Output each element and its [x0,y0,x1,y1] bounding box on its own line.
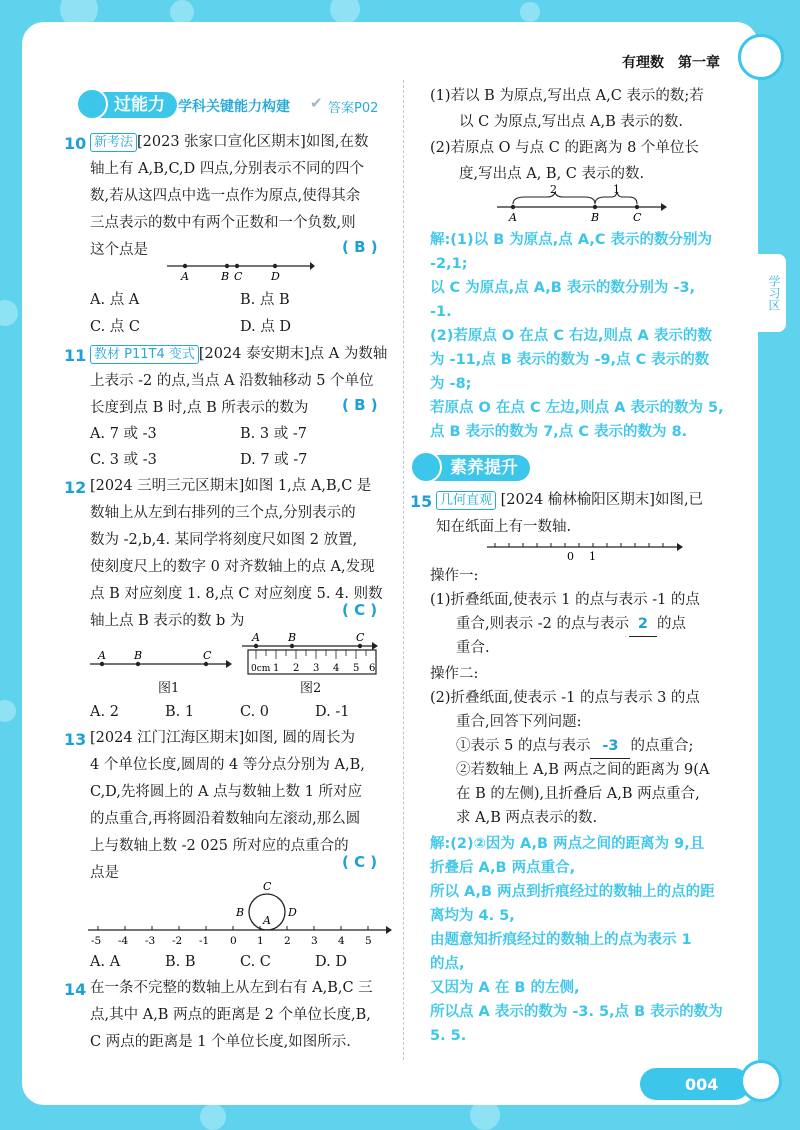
solution-line: 解:(2)②因为 A,B 两点之间的距离为 9,且 [430,836,705,852]
question-number: 12 [64,478,87,497]
solution-line: 若原点 O 在点 C 左边,则点 A 表示的数为 5, [430,400,724,416]
tick-label: -5 [91,935,102,947]
question-text: 重合,则表示 -2 的点与表示 2 的点 [456,612,686,637]
column-divider [403,80,404,1060]
question-text: [2024 三明三元区期末]如图 1,点 A,B,C 是 [90,478,372,494]
question-text: 几何直观 [2024 榆林榆阳区期末]如图,已 [436,488,703,512]
option: D. 点 D [240,319,292,335]
ruler-tick: 6 [369,663,376,674]
ruler-tick: 1 [273,663,280,674]
circle-label: D [288,906,297,919]
option: D. 7 或 -7 [240,452,308,468]
option: B. 1 [165,704,195,720]
question-text: 重合. [456,640,490,656]
solution-line: -1. [430,304,452,320]
solution-line: 所以点 A 表示的数为 -3. 5,点 B 表示的数为 [430,1004,723,1020]
option: D. -1 [315,704,350,720]
question-text: 求 A,B 两点表示的数. [456,810,598,826]
option: C. 点 C [90,319,140,335]
option: A. A [90,954,121,970]
question-text: 点,其中 A,B 两点的距离是 2 个单位长度,B, [90,1007,371,1023]
section-subtitle: 学科关键能力构建 [178,99,290,115]
option: B. 3 或 -7 [240,426,307,442]
solution-line: 为 -8; [430,376,472,392]
circle-label: B [236,906,245,919]
question-text: ②若数轴上 A,B 两点之间的距离为 9(A [456,762,710,778]
answer-ref: 答案P02 [328,101,379,116]
solution-line: 的点, [430,956,465,972]
circle-number-line-figure [86,878,396,950]
question-text: 轴上有 A,B,C,D 四点,分别表示不同的四个 [90,161,364,177]
answer-choice: ( B ) [342,238,378,256]
question-number: 10 [64,134,87,153]
mascot-icon [410,451,442,483]
tick-label: -3 [145,935,156,947]
question-text: 上与数轴上数 -2 025 所对应的点重合的 [90,838,349,854]
decor-bubble [200,1104,226,1130]
question-text: 的点重合,再将圆沿着数轴向左滚动,那么圆 [90,811,361,827]
question-text: 数为 -2,b,4. 某同学将刻度尺如图 2 放置, [90,532,358,548]
option: D. D [315,954,347,970]
brace-number-line-figure [495,182,670,224]
question-text: 教材 P11T4 变式 [2024 泰安期末]点 A 为数轴 [90,342,387,366]
tick-label: 4 [338,935,345,947]
answer-choice: ( C ) [342,853,378,871]
section-title: 素养提升 [420,455,530,481]
option: A. 点 A [90,292,140,308]
solution-line: 折叠后 A,B 两点重合, [430,860,576,876]
side-tab: 学习区 [758,252,788,334]
check-icon: ✔ [310,94,323,112]
point-label: A [509,211,517,224]
ruler-tick: 3 [313,663,320,674]
question-text: 度,写出点 A, B, C 表示的数. [430,166,645,182]
mascot-icon [740,1060,782,1102]
tick-label: -2 [172,935,183,947]
question-text: 以 C 为原点,写出点 A,B 表示的数. [430,114,683,130]
option: C. 3 或 -3 [90,452,157,468]
question-text: (2)若原点 O 与点 C 的距离为 8 个单位长 [430,140,699,156]
ruler-tick: 4 [333,663,340,674]
figure-caption: 图1 [158,681,180,696]
tick-label: 1 [257,935,264,947]
question-text: ①表示 5 的点与表示 -3 的点重合; [456,734,693,759]
point-label: B [221,270,230,283]
brace-label: 2 [550,183,557,196]
point-label: B [288,631,297,644]
question-text: C 两点的距离是 1 个单位长度,如图所示. [90,1034,351,1050]
decor-bubble [0,700,16,722]
point-label: A [98,649,106,662]
question-number: 11 [64,346,87,365]
decor-bubble [170,0,194,24]
tick-label: 5 [365,935,372,947]
solution-line: 由题意知折痕经过的数轴上的点为表示 1 [430,932,692,948]
question-text: 4 个单位长度,圆周的 4 等分点分别为 A,B, [90,757,365,773]
brace-label: 1 [613,183,620,196]
question-text: (1)折叠纸面,使表示 1 的点与表示 -1 的点 [430,592,700,608]
option: A. 7 或 -3 [90,426,157,442]
option: B. 点 B [240,292,290,308]
operation-title: 操作一: [430,568,479,584]
solution-line: 为 -11,点 B 表示的数为 -9,点 C 表示的数 [430,352,710,368]
question-text: [2024 江门江海区期末]如图, 圆的周长为 [90,730,356,746]
question-text: 这个点是 [90,242,148,258]
point-label: C [633,211,642,224]
question-number: 15 [410,492,433,511]
figure-1-number-line [88,647,233,675]
point-label: A [181,270,189,283]
question-text: 知在纸面上有一数轴. [436,519,572,535]
question-text: 在一条不完整的数轴上从左到右有 A,B,C 三 [90,980,373,996]
question-text: (1)若以 B 为原点,写出点 A,C 表示的数;若 [430,88,704,104]
ruler-tick: 5 [353,663,360,674]
tick-label: -4 [118,935,129,947]
answer-choice: ( B ) [342,396,378,414]
solution-line: (2)若原点 O 在点 C 右边,则点 A 表示的数 [430,328,712,344]
question-text: (2)折叠纸面,使表示 -1 的点与表示 3 的点 [430,690,700,706]
question-text: 三点表示的数中有两个正数和一个负数,则 [90,215,356,231]
mascot-icon [76,88,108,120]
question-text: 使刻度尺上的数字 0 对齐数轴上的点 A,发现 [90,559,375,575]
question-text: 长度到点 B 时,点 B 所表示的数为 [90,400,309,416]
question-tag: 教材 P11T4 变式 [90,345,199,364]
solution-line: 所以 A,B 两点到折痕经过的数轴上的点的距 [430,884,715,900]
solution-line: 解:(1)以 B 为原点,点 A,C 表示的数分别为 [430,232,713,248]
decor-bubble [0,300,18,326]
question-number: 13 [64,730,87,749]
tick-label: 2 [284,935,291,947]
point-label: B [134,649,143,662]
solution-line: -2,1; [430,256,468,272]
answer-choice: ( C ) [342,601,378,619]
tick-label: -1 [199,935,210,947]
point-label: C [234,270,243,283]
tick-label: 3 [311,935,318,947]
number-line-figure [485,538,685,564]
solution-line: 离均为 4. 5, [430,908,515,924]
chapter-title: 有理数 第一章 [622,55,720,71]
question-tag: 新考法 [90,133,137,152]
mascot-icon [738,34,784,80]
decor-bubble [520,2,540,22]
question-text: 上表示 -2 的点,当点 A 沿数轴移动 5 个单位 [90,373,374,389]
answer-blank: -3 [590,734,630,759]
circle-label: C [263,880,272,893]
option: C. 0 [240,704,270,720]
question-text: C,D,先将圆上的 A 点与数轴上数 1 所对应 [90,784,363,800]
point-label: B [591,211,600,224]
question-number: 14 [64,980,87,999]
question-tag: 几何直观 [436,491,496,510]
section-title: 过能力 [84,92,177,118]
operation-title: 操作二: [430,666,479,682]
point-label: C [203,649,212,662]
tick-label: 1 [589,550,596,563]
question-text: 点是 [90,865,119,881]
tick-label: 0 [567,550,574,563]
solution-line: 以 C 为原点,点 A,B 表示的数分别为 -3, [430,280,696,296]
option: B. B [165,954,196,970]
solution-line: 点 B 表示的数为 7,点 C 表示的数为 8. [430,424,688,440]
point-label: C [356,631,365,644]
figure-2-ruler [240,630,380,678]
ruler-tick: 0cm [251,664,271,674]
question-text: 在 B 的左侧),且折叠后 A,B 两点重合, [456,786,700,802]
option: A. 2 [90,704,119,720]
option: C. C [240,954,271,970]
point-label: A [252,631,260,644]
circle-label: A [263,914,271,927]
ruler-tick: 2 [293,663,300,674]
question-text: 新考法 [2023 张家口宣化区期末]如图,在数 [90,130,368,154]
answer-blank: 2 [629,612,657,637]
decor-bubble [330,0,360,24]
question-text: 点 B 对应刻度 1. 8,点 C 对应刻度 5. 4. 则数 [90,586,383,602]
solution-line: 5. 5. [430,1028,467,1044]
solution-line: 又因为 A 在 B 的左侧, [430,980,580,996]
point-label: D [271,270,280,283]
question-text: 重合,回答下列问题: [456,714,582,730]
figure-caption: 图2 [300,681,322,696]
question-text: 数,若从这四点中选一点作为原点,使得其余 [90,188,361,204]
tick-label: 0 [230,935,237,947]
page-number: 004 [685,1075,719,1094]
question-text: 轴上点 B 表示的数 b 为 [90,613,245,629]
question-text: 数轴上从左到右排列的三个点,分别表示的 [90,505,356,521]
number-line-figure [165,258,315,284]
